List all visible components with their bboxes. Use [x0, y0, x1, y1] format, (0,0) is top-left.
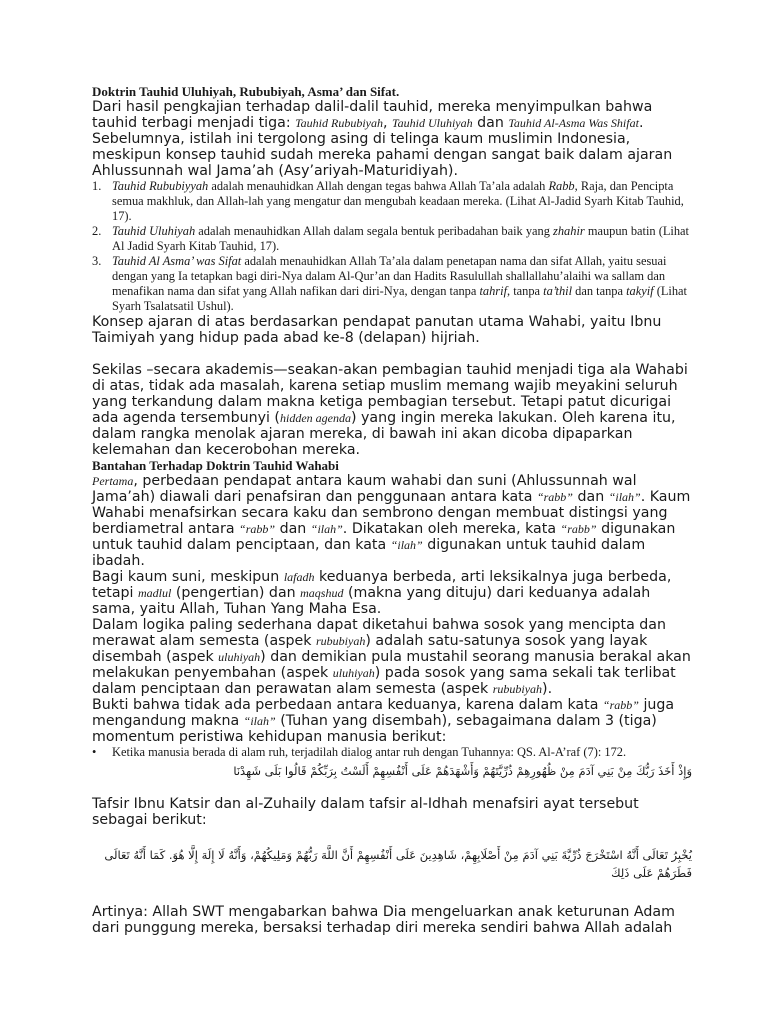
paragraph-gap [92, 882, 692, 904]
bukti-text-a: Bukti bahwa tidak ada perbedaan antara keduanya, karena dalam kata [92, 697, 603, 713]
intro-text-a: Dari hasil pengkajian terhadap dalil-dalil tauhid, mereka menyimpulkan bahwa tauhid terbagi menjadi tiga: [92, 99, 653, 131]
list-term-zhahir: zhahir [553, 224, 585, 238]
arabic-verse: وَإِذْ أَخَذَ رَبُّكَ مِنْ بَنِي آدَمَ مِنْ ظُهُورِهِمْ ذُرِّيَّتَهُمْ وَأَشْهَدَهُمْ عَلَى أَنْفُسِهِمْ أَلَسْتُ بِرَبِّكُمْ قَالُوا بَلَى شَهِدْنَا [233, 764, 692, 778]
list-text: adalah menauhidkan Allah dengan tegas bahwa Allah Ta’ala adalah [208, 179, 549, 193]
list-term-tathil: ta’thil [543, 284, 573, 298]
intro-paragraph [92, 99, 692, 179]
intro-text-c: dan [472, 115, 509, 131]
list-term-takyif: takyif [626, 284, 654, 298]
list-text: adalah menauhidkan Allah Ta’ala dalam penetapan nama dan sifat Allah, yaitu sesuai dengan yang Ia tetapkan bagi diri-Nya dalam Al-Qur’an dan Hadits Rasulullah shallallahu’alaihi wa sallam dan menafikan nama dan sifat yang Allah nafikan dari diri-Nya, dengan tanpa [112, 254, 667, 298]
list-number: 2. [92, 224, 102, 238]
arabic-tafsir: يُخْبِرُ تَعَالَى أَنَّهُ اسْتَخْرَجَ ذُرِّيَّةَ بَنِي آدَمَ مِنْ أَصْلَابِهِمْ، شَاهِدِينَ عَلَى أَنْفُسِهِمْ أَنَّ اللَّهَ رَبُّهُمْ وَمَلِيكُهُمْ، وَأَنَّهُ لَا إِلَهَ إِلَّا هُوَ. كَمَا أَنَّهُ تَعَالَى فَطَرَهُمْ عَلَى ذَلِكَ [104, 848, 692, 880]
bukti-text-c: (Tuhan yang disembah), sebagaimana dalam 3 (tiga) momentum peristiwa kehidupan manusia berikut: [92, 713, 657, 745]
rububiyah-term: rububiyah [316, 634, 366, 648]
pertama-text-f: digunakan untuk tauhid dalam penciptaan, dan kata [92, 521, 676, 553]
bagi-text-c: (pengertian) dan [171, 585, 301, 601]
list-text: adalah menauhidkan Allah dalam segala bentuk peribadahan baik yang [195, 224, 554, 238]
doc-title: Doktrin Tauhid Uluhiyah, Rububiyah, Asma’ dan Sifat. [92, 84, 400, 99]
bagi-text-a: Bagi kaum suni, meskipun [92, 569, 284, 585]
section-heading: Bantahan Terhadap Doktrin Tauhid Wahabi [92, 458, 339, 473]
rububiyah-term: rububiyah [492, 682, 543, 696]
intro-text-d: . Sebelumnya, istilah ini tergolong asing di telinga kaum muslimin Indonesia, meskipun konsep tauhid sudah mereka pahami dengan sangat baik dalam ajaran Ahlussunnah wal Jama’ah (Asy’ariyah-Maturidiyah). [92, 115, 673, 179]
ilah-term: “ilah” [243, 714, 276, 728]
ilah-term: “ilah” [390, 538, 423, 552]
list-text-rest: (Lihat Syarh Tsalatsatil Ushul). [112, 284, 687, 313]
list-text-rest: maupun batin (Lihat Al Jadid Syarh Kitab Tauhid, 17). [112, 224, 689, 253]
intro-text-b: , [383, 115, 393, 131]
uluhiyah-term: uluhiyah [218, 650, 261, 664]
madlul-term: madlul [138, 586, 172, 600]
logika-text-c: ) dan demikian pula mustahil seorang manusia berakal akan melakukan penyembahan (aspek [92, 649, 691, 681]
pertama-text-a: , perbedaan pendapat antara kaum wahabi dan suni (Ahlussunnah wal Jama’ah) diawali dari penafsiran dan penggunaan antara kata [92, 473, 637, 505]
list-number: 1. [92, 179, 102, 193]
artinya-paragraph: Artinya: Allah SWT mengabarkan bahwa Dia mengeluarkan anak keturunan Adam dari punggung mereka, bersaksi terhadap diri mereka sendiri bahwa Allah adalah [92, 904, 675, 936]
sekilas-text-a: Sekilas –secara akademis—seakan-akan pembagian tauhid menjadi tiga ala Wahabi di atas, tidak ada masalah, karena setiap muslim memang wajib meyakini seluruh yang terkandung dalam makna ketiga pembagian tersebut. Tetapi patut dicurigai ada agenda tersembunyi ( [92, 362, 688, 426]
maqshud-term: maqshud [300, 586, 344, 600]
rabb-term: “rabb” [239, 522, 276, 536]
ilah-term: “ilah” [310, 522, 343, 536]
pertama-text-e: . Dikatakan oleh mereka, kata [342, 521, 561, 537]
hidden-agenda-term: hidden agenda [279, 411, 351, 425]
list-term: Tauhid Rububiyyah [112, 179, 209, 193]
logika-text-d: ) pada sosok yang sama sekali tak terlibat dalam penciptaan dan perawatan alam semesta (aspek [92, 665, 676, 697]
list-term-rabb: Rabb [548, 179, 575, 193]
intro-term-1: Tauhid Rububiyah [295, 116, 384, 130]
bukti-text-b: juga mengandung makna [92, 697, 675, 729]
rabb-term: “rabb” [560, 522, 597, 536]
intro-term-3: Tauhid Al-Asma Was Shifat [508, 116, 639, 130]
logika-text-e: ). [542, 681, 553, 697]
tafsir-paragraph: Tafsir Ibnu Katsir dan al-Zuhaily dalam tafsir al-Idhah menafsiri ayat tersebut sebagai berikut: [92, 796, 639, 828]
pertama-paragraph [92, 473, 692, 569]
list-term: Tauhid Uluhiyah [112, 224, 196, 238]
list-item [92, 254, 692, 314]
logika-text-a: Dalam logika paling sederhana dapat diketahui bahwa sosok yang mencipta dan merawat alam semesta (aspek [92, 617, 666, 649]
pertama-term: Pertama [92, 474, 134, 488]
bukti-paragraph [92, 697, 692, 745]
uluhiyah-term: uluhiyah [332, 666, 375, 680]
list-text-sep: , tanpa [507, 284, 544, 298]
ilah-term: “ilah” [608, 490, 641, 504]
list-number: 3. [92, 254, 102, 268]
bullet-dot-icon: • [92, 745, 97, 759]
list-text-sep: dan tanpa [572, 284, 627, 298]
logika-paragraph [92, 617, 692, 697]
list-text-rest: , Raja, dan Pencipta semua makhluk, dan Allah-lah yang mengatur dan mengubah keadaan mereka. (Lihat Al-Jadid Syarh Kitab Tauhid, 17). [112, 179, 684, 223]
paragraph-gap [92, 346, 692, 362]
tauhid-list [92, 179, 692, 314]
bagi-paragraph [92, 569, 692, 617]
list-term: Tauhid Al Asma’ was Sifat [112, 254, 242, 268]
logika-text-b: ) adalah satu-satunya sosok yang layak disembah (aspek [92, 633, 648, 665]
rabb-term: “rabb” [536, 490, 573, 504]
sekilas-paragraph [92, 362, 692, 458]
bullet-text: Ketika manusia berada di alam ruh, terjadilah dialog antar ruh dengan Tuhannya: QS. Al-A’raf (7): 172. [112, 745, 627, 759]
list-item [92, 179, 692, 224]
sekilas-text-b: ) yang ingin mereka lakukan. Oleh karena itu, dalam rangka menolak ajaran mereka, di bawah ini akan dicoba dipaparkan kelemahan dan kecerobohan mereka. [92, 410, 676, 458]
bullet-item [92, 745, 692, 760]
konsep-paragraph: Konsep ajaran di atas berdasarkan pendapat panutan utama Wahabi, yaitu Ibnu Taimiyah yang hidup pada abad ke-8 (delapan) hijriah. [92, 314, 662, 346]
list-item [92, 224, 692, 254]
document-page [92, 84, 692, 936]
bagi-text-b: keduanya berbeda, arti leksikalnya juga berbeda, tetapi [92, 569, 672, 601]
pertama-text-d: dan [275, 521, 311, 537]
intro-term-2: Tauhid Uluhiyah [392, 116, 473, 130]
lafadh-term: lafadh [283, 570, 315, 584]
pertama-text-g: digunakan untuk tauhid dalam ibadah. [92, 537, 646, 569]
list-term-tahrif: tahrif [479, 284, 508, 298]
pertama-text-b: dan [572, 489, 609, 505]
pertama-text-c: . Kaum Wahabi menafsirkan secara kaku dan sembrono dengan membuat distingsi yang berdiametral antara [92, 489, 691, 537]
paragraph-gap [92, 780, 692, 796]
rabb-term: “rabb” [602, 698, 639, 712]
bagi-text-d: (makna yang dituju) dari keduanya adalah sama, yaitu Allah, Tuhan Yang Maha Esa. [92, 585, 651, 617]
